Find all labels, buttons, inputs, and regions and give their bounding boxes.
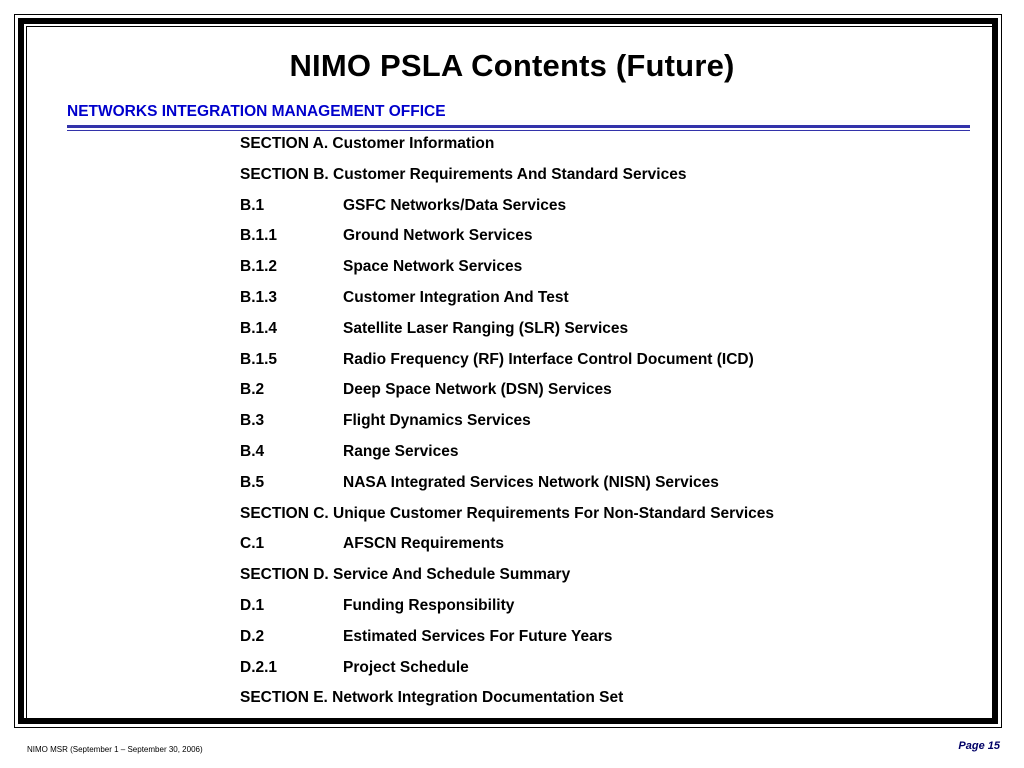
toc-item-number: B.1.1 (240, 227, 278, 245)
toc-item-label: GSFC Networks/Data Services (343, 196, 567, 214)
divider-line-thick (67, 125, 970, 128)
toc-row (240, 687, 774, 718)
toc-section-heading: SECTION C. Unique Customer Requirements For Non-Standard Services (240, 504, 774, 522)
toc-row (240, 472, 774, 503)
office-subtitle: NETWORKS INTEGRATION MANAGEMENT OFFICE (67, 103, 446, 120)
toc-row (240, 595, 774, 626)
toc-section-heading: SECTION E. Network Integration Documentation Set (240, 689, 624, 707)
toc-row (240, 287, 774, 318)
toc-row (240, 441, 774, 472)
toc-item-label: Radio Frequency (RF) Interface Control Document (ICD) (343, 350, 754, 368)
toc-row (240, 164, 774, 195)
toc-row (240, 503, 774, 534)
toc-item-number: B.1.5 (240, 350, 278, 368)
toc-item-label: NASA Integrated Services Network (NISN) Services (343, 473, 719, 491)
toc-section-heading: SECTION D. Service And Schedule Summary (240, 566, 571, 584)
toc-item-number: B.3 (240, 412, 265, 430)
toc-row (240, 225, 774, 256)
toc-item-label: Flight Dynamics Services (343, 412, 531, 430)
toc-row (240, 410, 774, 441)
toc-row (240, 564, 774, 595)
toc-item-number: B.5 (240, 473, 265, 491)
toc-item-number: B.1.2 (240, 258, 278, 276)
toc-row (240, 133, 774, 164)
footer-report-label: NIMO MSR (September 1 – September 30, 2006) (27, 745, 203, 754)
toc-item-number: B.2 (240, 381, 265, 399)
divider-line-thin (67, 130, 970, 131)
toc-row (240, 533, 774, 564)
page-title: NIMO PSLA Contents (Future) (289, 48, 735, 83)
toc-item-number: B.1 (240, 196, 265, 214)
toc-item-number: D.2 (240, 627, 265, 645)
toc-item-number: B.1.3 (240, 288, 278, 306)
toc-row (240, 379, 774, 410)
toc-item-number: B.4 (240, 442, 265, 460)
toc-item-label: Funding Responsibility (343, 596, 515, 614)
toc-item-number: D.1 (240, 596, 265, 614)
toc-section-heading: SECTION B. Customer Requirements And Standard Services (240, 165, 687, 183)
toc-item-label: Estimated Services For Future Years (343, 627, 613, 645)
toc-row (240, 349, 774, 380)
toc-item-number: D.2.1 (240, 658, 278, 676)
table-of-contents (240, 133, 774, 718)
toc-row (240, 195, 774, 226)
toc-row (240, 256, 774, 287)
toc-row (240, 626, 774, 657)
toc-item-label: AFSCN Requirements (343, 535, 505, 553)
toc-section-heading: SECTION A. Customer Information (240, 135, 495, 152)
toc-item-label: Ground Network Services (343, 227, 533, 245)
toc-row (240, 318, 774, 349)
toc-item-label: Satellite Laser Ranging (SLR) Services (343, 319, 629, 337)
toc-item-label: Project Schedule (343, 658, 469, 676)
toc-item-label: Deep Space Network (DSN) Services (343, 381, 612, 399)
toc-item-label: Customer Integration And Test (343, 288, 569, 306)
toc-row (240, 657, 774, 688)
toc-item-label: Range Services (343, 442, 459, 460)
toc-item-label: Space Network Services (343, 258, 523, 276)
toc-item-number: C.1 (240, 535, 265, 553)
page-number: Page 15 (958, 740, 1000, 752)
toc-item-number: B.1.4 (240, 319, 278, 337)
